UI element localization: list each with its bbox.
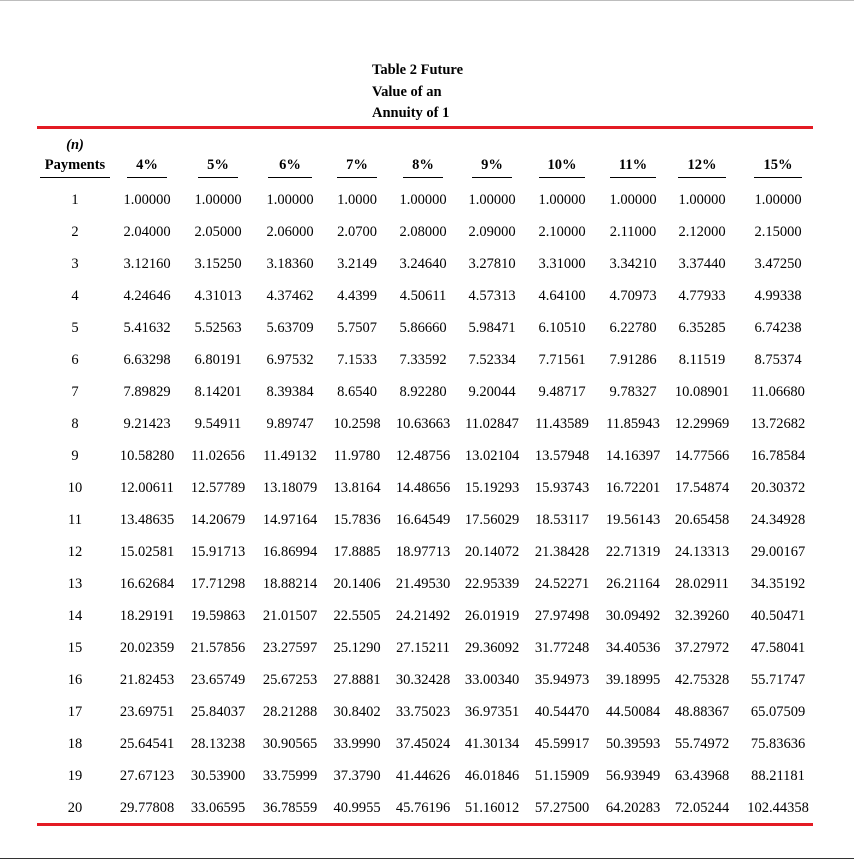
table-cell: 6.22780 bbox=[609, 320, 657, 336]
table-cell: 65.07509 bbox=[750, 704, 806, 720]
table-cell: 9.21423 bbox=[123, 416, 171, 432]
table-cell: 15.19293 bbox=[464, 480, 520, 496]
payments-label: Payments bbox=[44, 157, 106, 173]
table-row bbox=[0, 800, 854, 832]
table-cell: 35.94973 bbox=[534, 672, 590, 688]
table-cell: 18.29191 bbox=[119, 608, 175, 624]
top-border bbox=[0, 0, 854, 1]
table-cell: 11.02847 bbox=[465, 416, 519, 432]
table-cell: 37.3790 bbox=[333, 768, 381, 784]
table-cell: 24.34928 bbox=[750, 512, 806, 528]
payment-number: 11 bbox=[68, 512, 82, 528]
table-cell: 20.14072 bbox=[464, 544, 520, 560]
payment-number: 19 bbox=[67, 768, 83, 784]
rate-header: 4% bbox=[136, 157, 158, 173]
table-cell: 4.24646 bbox=[123, 288, 171, 304]
table-cell: 19.59863 bbox=[190, 608, 246, 624]
table-cell: 27.67123 bbox=[119, 768, 175, 784]
table-cell: 13.48635 bbox=[119, 512, 175, 528]
table-cell: 47.58041 bbox=[750, 640, 806, 656]
table-cell: 16.62684 bbox=[119, 576, 175, 592]
table-cell: 14.97164 bbox=[262, 512, 318, 528]
table-cell: 12.57789 bbox=[190, 480, 246, 496]
table-cell: 7.91286 bbox=[609, 352, 657, 368]
table-cell: 37.45024 bbox=[395, 736, 451, 752]
table-cell: 18.53117 bbox=[535, 512, 589, 528]
table-cell: 27.97498 bbox=[534, 608, 590, 624]
table-cell: 2.0700 bbox=[337, 224, 377, 240]
table-cell: 11.06680 bbox=[751, 384, 805, 400]
table-cell: 30.53900 bbox=[190, 768, 246, 784]
table-cell: 1.00000 bbox=[399, 192, 447, 208]
table-cell: 4.4399 bbox=[337, 288, 377, 304]
table-cell: 56.93949 bbox=[605, 768, 661, 784]
rate-header: 12% bbox=[687, 157, 717, 173]
table-cell: 1.00000 bbox=[468, 192, 516, 208]
table-cell: 13.72682 bbox=[750, 416, 806, 432]
table-cell: 8.92280 bbox=[399, 384, 447, 400]
table-cell: 28.13238 bbox=[190, 736, 246, 752]
table-cell: 23.69751 bbox=[119, 704, 175, 720]
payment-number: 18 bbox=[67, 736, 83, 752]
table-cell: 41.44626 bbox=[395, 768, 451, 784]
table-cell: 22.71319 bbox=[605, 544, 661, 560]
rate-header-underline bbox=[754, 177, 802, 178]
table-cell: 45.76196 bbox=[395, 800, 451, 816]
table-cell: 1.00000 bbox=[678, 192, 726, 208]
table-cell: 18.88214 bbox=[262, 576, 318, 592]
payment-number: 2 bbox=[71, 224, 79, 240]
table-cell: 2.08000 bbox=[399, 224, 447, 240]
table-cell: 17.56029 bbox=[464, 512, 520, 528]
table-cell: 31.77248 bbox=[534, 640, 590, 656]
payment-number: 7 bbox=[71, 384, 79, 400]
table-cell: 9.48717 bbox=[538, 384, 586, 400]
table-cell: 3.12160 bbox=[123, 256, 171, 272]
table-cell: 20.02359 bbox=[119, 640, 175, 656]
table-cell: 8.14201 bbox=[194, 384, 242, 400]
table-cell: 26.01919 bbox=[464, 608, 520, 624]
table-row bbox=[0, 352, 854, 384]
payment-number: 1 bbox=[71, 192, 79, 208]
table-row bbox=[0, 544, 854, 576]
table-cell: 40.50471 bbox=[750, 608, 806, 624]
table-row bbox=[0, 608, 854, 640]
table-cell: 7.71561 bbox=[538, 352, 586, 368]
table-cell: 12.48756 bbox=[395, 448, 451, 464]
table-cell: 24.13313 bbox=[674, 544, 730, 560]
table-cell: 10.63663 bbox=[395, 416, 451, 432]
table-cell: 34.35192 bbox=[750, 576, 806, 592]
table-cell: 3.37440 bbox=[678, 256, 726, 272]
table-cell: 9.78327 bbox=[609, 384, 657, 400]
table-cell: 29.77808 bbox=[119, 800, 175, 816]
table-cell: 64.20283 bbox=[605, 800, 661, 816]
table-cell: 5.86660 bbox=[399, 320, 447, 336]
table-cell: 2.06000 bbox=[266, 224, 314, 240]
table-row bbox=[0, 512, 854, 544]
table-cell: 4.99338 bbox=[754, 288, 802, 304]
table-cell: 7.52334 bbox=[468, 352, 516, 368]
rate-header: 11% bbox=[618, 157, 648, 173]
table-row bbox=[0, 288, 854, 320]
table-cell: 3.15250 bbox=[194, 256, 242, 272]
table-cell: 25.84037 bbox=[190, 704, 246, 720]
table-row bbox=[0, 736, 854, 768]
n-label: (n) bbox=[66, 137, 84, 153]
bottom-border bbox=[0, 858, 854, 859]
table-cell: 8.11519 bbox=[678, 352, 726, 368]
table-cell: 7.33592 bbox=[399, 352, 447, 368]
table-cell: 25.64541 bbox=[119, 736, 175, 752]
table-cell: 2.15000 bbox=[754, 224, 802, 240]
rate-header-underline bbox=[678, 177, 726, 178]
table-cell: 16.86994 bbox=[262, 544, 318, 560]
table-cell: 30.8402 bbox=[333, 704, 381, 720]
table-row bbox=[0, 704, 854, 736]
table-cell: 10.08901 bbox=[674, 384, 730, 400]
table-row bbox=[0, 480, 854, 512]
rate-header: 10% bbox=[547, 157, 577, 173]
table-row bbox=[0, 576, 854, 608]
table-cell: 7.1533 bbox=[337, 352, 377, 368]
table-cell: 20.1406 bbox=[333, 576, 381, 592]
title-line-1: Table 2 Future bbox=[372, 62, 464, 78]
table-cell: 5.41632 bbox=[123, 320, 171, 336]
table-cell: 1.00000 bbox=[754, 192, 802, 208]
table-cell: 33.9990 bbox=[333, 736, 381, 752]
table-cell: 21.38428 bbox=[534, 544, 590, 560]
rate-header-underline bbox=[610, 177, 656, 178]
table-cell: 88.21181 bbox=[751, 768, 805, 784]
table-cell: 27.15211 bbox=[396, 640, 450, 656]
table-row bbox=[0, 416, 854, 448]
table-cell: 34.40536 bbox=[605, 640, 661, 656]
table-cell: 9.89747 bbox=[266, 416, 314, 432]
table-cell: 40.9955 bbox=[333, 800, 381, 816]
table-cell: 46.01846 bbox=[464, 768, 520, 784]
table-cell: 3.31000 bbox=[538, 256, 586, 272]
payment-number: 10 bbox=[67, 480, 83, 496]
table-cell: 4.77933 bbox=[678, 288, 726, 304]
payment-number: 13 bbox=[67, 576, 83, 592]
table-cell: 8.6540 bbox=[337, 384, 377, 400]
table-row bbox=[0, 320, 854, 352]
table-cell: 11.43589 bbox=[535, 416, 589, 432]
table-cell: 23.65749 bbox=[190, 672, 246, 688]
payment-number: 17 bbox=[67, 704, 83, 720]
table-cell: 22.5505 bbox=[333, 608, 381, 624]
table-cell: 50.39593 bbox=[605, 736, 661, 752]
table-cell: 1.00000 bbox=[609, 192, 657, 208]
table-cell: 19.56143 bbox=[605, 512, 661, 528]
table-cell: 1.0000 bbox=[337, 192, 377, 208]
table-cell: 33.75023 bbox=[395, 704, 451, 720]
table-cell: 14.77566 bbox=[674, 448, 730, 464]
table-cell: 4.37462 bbox=[266, 288, 314, 304]
table-cell: 1.00000 bbox=[538, 192, 586, 208]
table-cell: 33.06595 bbox=[190, 800, 246, 816]
table-cell: 17.71298 bbox=[190, 576, 246, 592]
table-cell: 15.7836 bbox=[333, 512, 381, 528]
table-cell: 20.65458 bbox=[674, 512, 730, 528]
table-cell: 7.89829 bbox=[123, 384, 171, 400]
rate-header: 9% bbox=[481, 157, 503, 173]
table-cell: 16.64549 bbox=[395, 512, 451, 528]
table-cell: 6.97532 bbox=[266, 352, 314, 368]
table-cell: 21.82453 bbox=[119, 672, 175, 688]
table-cell: 29.00167 bbox=[750, 544, 806, 560]
table-cell: 11.9780 bbox=[333, 448, 381, 464]
table-row bbox=[0, 672, 854, 704]
table-cell: 29.36092 bbox=[464, 640, 520, 656]
table-cell: 1.00000 bbox=[194, 192, 242, 208]
rate-header-underline bbox=[127, 177, 167, 178]
rate-header-underline bbox=[198, 177, 238, 178]
payment-number: 8 bbox=[71, 416, 79, 432]
rate-header-underline bbox=[539, 177, 585, 178]
payment-number: 14 bbox=[67, 608, 83, 624]
header-underline-payments bbox=[40, 177, 110, 178]
table-cell: 30.09492 bbox=[605, 608, 661, 624]
table-row bbox=[0, 192, 854, 224]
payment-number: 12 bbox=[67, 544, 83, 560]
table-cell: 18.97713 bbox=[395, 544, 451, 560]
table-cell: 48.88367 bbox=[674, 704, 730, 720]
table-cell: 24.52271 bbox=[534, 576, 590, 592]
payment-number: 3 bbox=[71, 256, 79, 272]
table-cell: 11.85943 bbox=[606, 416, 660, 432]
rate-header-underline bbox=[337, 177, 377, 178]
table-cell: 4.70973 bbox=[609, 288, 657, 304]
table-cell: 1.00000 bbox=[266, 192, 314, 208]
table-cell: 36.97351 bbox=[464, 704, 520, 720]
table-row bbox=[0, 448, 854, 480]
table-cell: 4.31013 bbox=[194, 288, 242, 304]
table-cell: 55.74972 bbox=[674, 736, 730, 752]
table-cell: 13.18079 bbox=[262, 480, 318, 496]
table-cell: 21.49530 bbox=[395, 576, 451, 592]
table-row bbox=[0, 384, 854, 416]
table-cell: 33.75999 bbox=[262, 768, 318, 784]
table-row bbox=[0, 640, 854, 672]
rate-header-underline bbox=[472, 177, 512, 178]
rate-header: 15% bbox=[763, 157, 793, 173]
table-cell: 6.80191 bbox=[194, 352, 242, 368]
table-cell: 51.15909 bbox=[534, 768, 590, 784]
payment-number: 20 bbox=[67, 800, 83, 816]
table-cell: 2.11000 bbox=[609, 224, 657, 240]
table-row bbox=[0, 256, 854, 288]
table-cell: 24.21492 bbox=[395, 608, 451, 624]
table-cell: 21.57856 bbox=[190, 640, 246, 656]
table-cell: 10.2598 bbox=[333, 416, 381, 432]
table-cell: 17.8885 bbox=[333, 544, 381, 560]
table-cell: 28.21288 bbox=[262, 704, 318, 720]
title-line-2: Value of an bbox=[372, 83, 442, 100]
table-cell: 9.20044 bbox=[468, 384, 516, 400]
payment-number: 6 bbox=[71, 352, 79, 368]
table-cell: 2.12000 bbox=[678, 224, 726, 240]
rate-header: 8% bbox=[412, 157, 434, 173]
rate-header: 5% bbox=[207, 157, 229, 173]
table-cell: 20.30372 bbox=[750, 480, 806, 496]
table-cell: 13.8164 bbox=[333, 480, 381, 496]
payment-number: 9 bbox=[71, 448, 79, 464]
table-cell: 8.39384 bbox=[266, 384, 314, 400]
payment-number: 4 bbox=[71, 288, 79, 304]
table-cell: 3.27810 bbox=[468, 256, 516, 272]
table-cell: 39.18995 bbox=[605, 672, 661, 688]
table-row bbox=[0, 768, 854, 800]
table-cell: 5.7507 bbox=[337, 320, 377, 336]
table-cell: 41.30134 bbox=[464, 736, 520, 752]
table-cell: 25.1290 bbox=[333, 640, 381, 656]
table-cell: 6.74238 bbox=[754, 320, 802, 336]
table-cell: 57.27500 bbox=[534, 800, 590, 816]
table-cell: 45.59917 bbox=[534, 736, 590, 752]
table-cell: 23.27597 bbox=[262, 640, 318, 656]
table-cell: 4.50611 bbox=[399, 288, 447, 304]
table-cell: 13.02104 bbox=[464, 448, 520, 464]
table-cell: 6.10510 bbox=[538, 320, 586, 336]
rate-header: 7% bbox=[346, 157, 368, 173]
table-cell: 51.16012 bbox=[464, 800, 520, 816]
table-cell: 17.54874 bbox=[674, 480, 730, 496]
table-cell: 12.00611 bbox=[120, 480, 174, 496]
table-cell: 3.24640 bbox=[399, 256, 447, 272]
table-cell: 26.21164 bbox=[606, 576, 660, 592]
table-cell: 44.50084 bbox=[605, 704, 661, 720]
table-cell: 2.09000 bbox=[468, 224, 516, 240]
table-cell: 36.78559 bbox=[262, 800, 318, 816]
table-cell: 16.72201 bbox=[605, 480, 661, 496]
table-cell: 12.29969 bbox=[674, 416, 730, 432]
table-cell: 1.00000 bbox=[123, 192, 171, 208]
table-cell: 6.63298 bbox=[123, 352, 171, 368]
table-cell: 72.05244 bbox=[674, 800, 730, 816]
table-cell: 14.48656 bbox=[395, 480, 451, 496]
table-cell: 5.63709 bbox=[266, 320, 314, 336]
table-cell: 32.39260 bbox=[674, 608, 730, 624]
table-title bbox=[372, 60, 502, 125]
table-cell: 3.2149 bbox=[337, 256, 377, 272]
table-cell: 5.98471 bbox=[468, 320, 516, 336]
table-cell: 15.93743 bbox=[534, 480, 590, 496]
table-cell: 30.32428 bbox=[395, 672, 451, 688]
table-cell: 2.04000 bbox=[123, 224, 171, 240]
table-cell: 11.49132 bbox=[263, 448, 317, 464]
table-cell: 15.91713 bbox=[190, 544, 246, 560]
table-cell: 63.43968 bbox=[674, 768, 730, 784]
table-cell: 27.8881 bbox=[333, 672, 381, 688]
table-cell: 42.75328 bbox=[674, 672, 730, 688]
table-cell: 102.44358 bbox=[747, 800, 809, 816]
table-cell: 3.18360 bbox=[266, 256, 314, 272]
table-cell: 5.52563 bbox=[194, 320, 242, 336]
table-cell: 4.57313 bbox=[468, 288, 516, 304]
table-cell: 16.78584 bbox=[750, 448, 806, 464]
table-cell: 11.02656 bbox=[191, 448, 245, 464]
table-cell: 2.10000 bbox=[538, 224, 586, 240]
rate-header-underline bbox=[403, 177, 443, 178]
payment-number: 15 bbox=[67, 640, 83, 656]
table-cell: 3.47250 bbox=[754, 256, 802, 272]
table-cell: 37.27972 bbox=[674, 640, 730, 656]
table-cell: 3.34210 bbox=[609, 256, 657, 272]
table-cell: 25.67253 bbox=[262, 672, 318, 688]
table-cell: 14.16397 bbox=[605, 448, 661, 464]
table-cell: 55.71747 bbox=[750, 672, 806, 688]
payment-number: 16 bbox=[67, 672, 83, 688]
table-cell: 4.64100 bbox=[538, 288, 586, 304]
table-cell: 22.95339 bbox=[464, 576, 520, 592]
table-cell: 13.57948 bbox=[534, 448, 590, 464]
table-cell: 28.02911 bbox=[675, 576, 729, 592]
rate-header: 6% bbox=[279, 157, 301, 173]
table-row bbox=[0, 224, 854, 256]
table-cell: 15.02581 bbox=[119, 544, 175, 560]
table-cell: 10.58280 bbox=[119, 448, 175, 464]
table-cell: 9.54911 bbox=[194, 416, 242, 432]
table-cell: 75.83636 bbox=[750, 736, 806, 752]
table-cell: 8.75374 bbox=[754, 352, 802, 368]
rate-header-underline bbox=[268, 177, 312, 178]
table-cell: 2.05000 bbox=[194, 224, 242, 240]
table-cell: 40.54470 bbox=[534, 704, 590, 720]
table-cell: 6.35285 bbox=[678, 320, 726, 336]
table-cell: 33.00340 bbox=[464, 672, 520, 688]
title-line-3: Annuity of 1 bbox=[372, 105, 450, 121]
payment-number: 5 bbox=[71, 320, 79, 336]
table-cell: 30.90565 bbox=[262, 736, 318, 752]
table-cell: 14.20679 bbox=[190, 512, 246, 528]
table-cell: 21.01507 bbox=[262, 608, 318, 624]
bottom-red-rule bbox=[37, 823, 813, 826]
top-red-rule bbox=[37, 126, 813, 129]
